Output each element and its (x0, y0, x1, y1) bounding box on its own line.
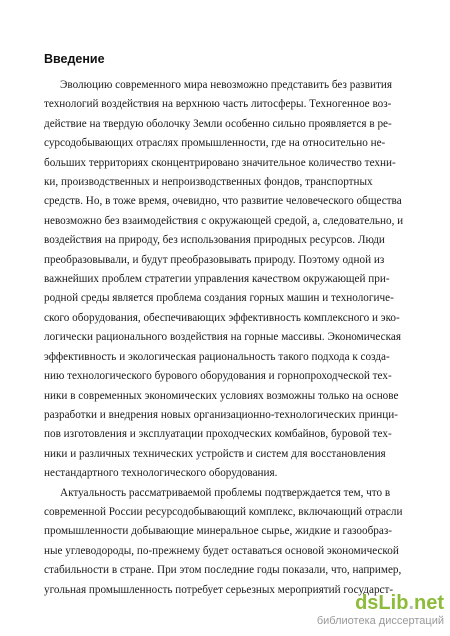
text-line: средств. Но, в тоже время, очевидно, что развитие человеческого общества (44, 195, 402, 208)
text-line: преобразовывали, и будут преобразовывать природу. Поэтому одной из (44, 253, 385, 266)
text-line: логически рационального воздействия на горные массивы. Экономическая (44, 331, 401, 344)
text-line: угольная промышленность потребует серьезных мероприятий государст- (44, 583, 394, 596)
text-line: важнейших проблем стратегии управления качеством окружающей при- (44, 273, 390, 286)
text-line: Актуальность рассматриваемой проблемы подтверждается тем, что в (60, 486, 391, 499)
text-line: ки, производственных и непроизводственных фондов, транспортных (44, 176, 373, 189)
text-line: эффективность и экологическая рациональность такого подхода к созда- (44, 350, 390, 363)
logo-main: dsLib (355, 592, 409, 614)
text-line: больших территориях сконцентрировано значительное количество техни- (44, 156, 396, 169)
text-line: технологий воздействия на верхнюю часть литосферы. Техногенное воз- (44, 98, 392, 111)
text-line: ные углеводороды, по-прежнему будет оставаться основой экономической (44, 544, 399, 557)
text-line: нестандартного технологического оборудования. (44, 467, 278, 480)
body-text (44, 76, 404, 600)
section-heading: Введение (44, 52, 105, 66)
text-line: ники в современных экономических условиях возможны только на основе (44, 389, 399, 402)
watermark (317, 592, 444, 628)
text-line: невозможно без взаимодействия с окружающей средой, а, следовательно, и (44, 214, 404, 227)
text-line: действие на твердую оболочку Земли особенно сильно проявляется в ре- (44, 117, 392, 130)
text-line: воздействия на природу, без использования природных ресурсов. Люди (44, 234, 385, 247)
text-line: ского оборудования, обеспечивающих эффективность комплексного и эко- (44, 311, 400, 324)
logo-tld: net (414, 592, 444, 614)
logo-dot: . (408, 592, 414, 614)
text-line: пов изготовления и эксплуатации проходческих комбайнов, буровой тех- (44, 428, 392, 441)
text-line: родной среды является проблема создания горных машин и технологиче- (44, 292, 394, 305)
text-line: стабильности в стране. При этом последние годы показали, что, например, (44, 564, 402, 577)
watermark-subtitle: библиотека диссертаций (316, 615, 444, 627)
text-line: сурсодобывающих отраслях промышленности, где на относительно не- (44, 137, 386, 150)
text-line: промышленности добывающие минеральное сырье, жидкие и газообраз- (44, 525, 392, 538)
dslib-logo (317, 592, 444, 614)
text-line: разработки и внедрения новых организационно-технологических принци- (44, 408, 398, 421)
text-line: нию технологического бурового оборудования и горнопроходческой тех- (44, 370, 392, 383)
text-line: современной России ресурсодобывающий комплекс, включающий отрасли (44, 505, 403, 518)
text-line: Эволюцию современного мира невозможно представить без развития (60, 79, 392, 91)
text-line: ники и различных технических устройств и систем для восстановления (44, 447, 386, 460)
